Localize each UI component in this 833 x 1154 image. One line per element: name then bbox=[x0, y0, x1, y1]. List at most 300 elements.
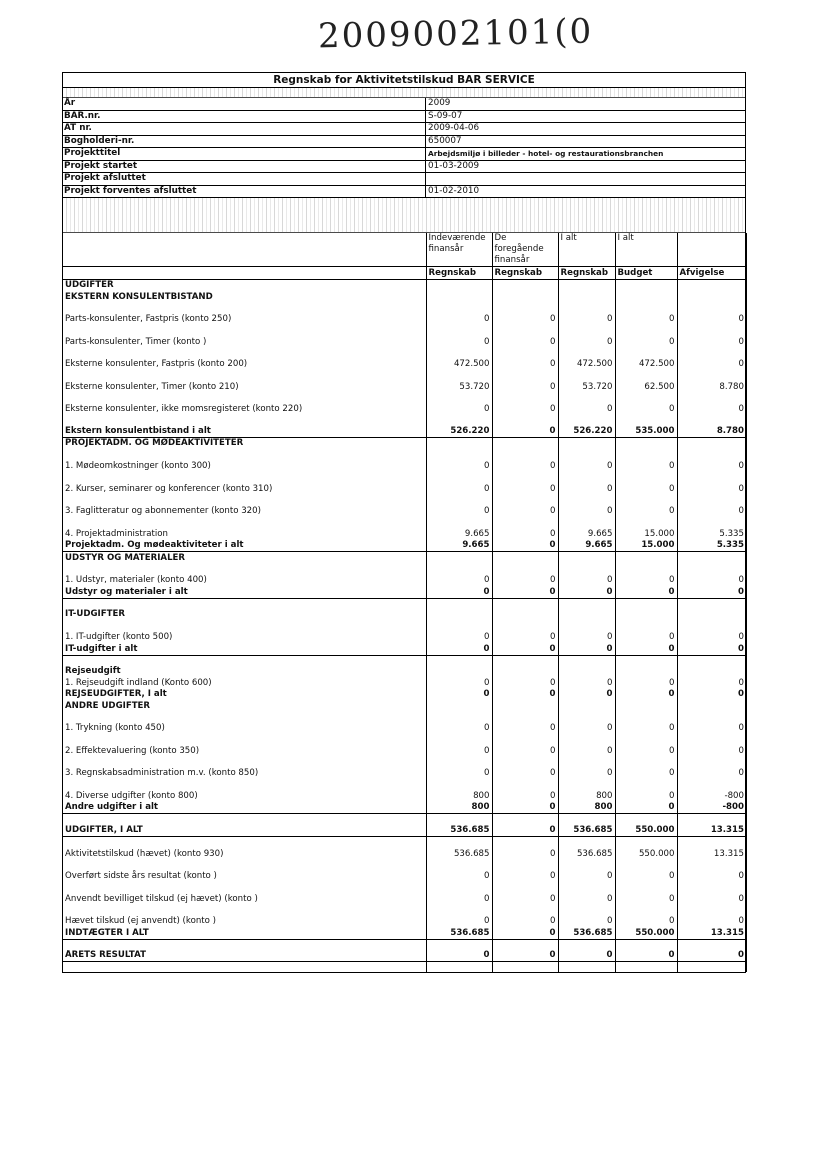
amount-cell bbox=[615, 598, 677, 609]
amount-cell: 0 bbox=[492, 586, 558, 598]
amount-cell: 0 bbox=[426, 712, 492, 735]
amount-cell: 0 bbox=[615, 325, 677, 348]
amount-cell: 536.685 bbox=[426, 927, 492, 939]
amount-cell bbox=[426, 609, 492, 621]
info-key: År bbox=[63, 98, 426, 110]
amount-cell: 5.335 bbox=[677, 517, 747, 540]
column-group-header: De foregående finansår bbox=[492, 233, 558, 267]
amount-cell bbox=[615, 700, 677, 712]
info-row bbox=[63, 161, 745, 174]
amount-cell bbox=[677, 814, 747, 825]
sheet-title: Regnskab for Aktivitetstilskud BAR SERVICE bbox=[63, 73, 745, 88]
amount-cell: 0 bbox=[677, 712, 747, 735]
amount-cell bbox=[558, 666, 615, 678]
column-group-header: I alt bbox=[558, 233, 615, 267]
column-header: Regnskab bbox=[558, 267, 615, 280]
line-item-row bbox=[63, 757, 747, 780]
row-label: Andre udgifter i alt bbox=[63, 802, 426, 814]
line-item-row bbox=[63, 370, 747, 393]
amount-cell bbox=[558, 814, 615, 825]
info-row bbox=[63, 148, 745, 161]
amount-cell: 0 bbox=[677, 348, 747, 371]
info-row bbox=[63, 173, 745, 186]
amount-cell: 0 bbox=[426, 734, 492, 757]
amount-cell: 9.665 bbox=[558, 540, 615, 552]
section-heading-row bbox=[63, 609, 747, 621]
total-row bbox=[63, 586, 747, 598]
amount-cell: 0 bbox=[677, 393, 747, 416]
amount-cell bbox=[426, 598, 492, 609]
row-label: Rejseudgift bbox=[63, 666, 426, 678]
amount-cell: 5.335 bbox=[677, 540, 747, 552]
amount-cell: 0 bbox=[615, 677, 677, 689]
row-label: INDTÆGTER I ALT bbox=[63, 927, 426, 939]
amount-cell bbox=[492, 609, 558, 621]
amount-cell bbox=[426, 552, 492, 564]
amount-cell: 472.500 bbox=[615, 348, 677, 371]
row-label: Hævet tilskud (ej anvendt) (konto ) bbox=[63, 905, 426, 928]
line-item-row bbox=[63, 677, 747, 689]
amount-cell bbox=[492, 655, 558, 666]
amount-cell: 0 bbox=[426, 472, 492, 495]
amount-cell: 0 bbox=[492, 734, 558, 757]
total-row bbox=[63, 950, 747, 962]
amount-cell bbox=[492, 666, 558, 678]
amount-cell bbox=[492, 962, 558, 973]
blank-row bbox=[63, 655, 747, 666]
amount-cell bbox=[426, 415, 492, 425]
info-row bbox=[63, 136, 745, 149]
row-label: 1. Trykning (konto 450) bbox=[63, 712, 426, 735]
total-row bbox=[63, 802, 747, 814]
amount-cell: 9.665 bbox=[558, 517, 615, 540]
accounting-sheet bbox=[62, 72, 746, 973]
amount-cell: 0 bbox=[492, 620, 558, 643]
total-row bbox=[63, 643, 747, 655]
info-value bbox=[426, 173, 428, 185]
amount-cell bbox=[492, 700, 558, 712]
amount-cell: 53.720 bbox=[426, 370, 492, 393]
amount-cell: 0 bbox=[492, 348, 558, 371]
line-item-row bbox=[63, 449, 747, 472]
row-label: Eksterne konsulenter, Timer (konto 210) bbox=[63, 370, 426, 393]
amount-cell: 0 bbox=[677, 689, 747, 701]
amount-cell bbox=[426, 939, 492, 950]
info-key: Bogholderi-nr. bbox=[63, 136, 426, 148]
amount-cell: 0 bbox=[558, 905, 615, 928]
amount-cell: 0 bbox=[492, 836, 558, 859]
amount-cell bbox=[558, 291, 615, 303]
amount-cell bbox=[426, 962, 492, 973]
info-row bbox=[63, 98, 745, 111]
amount-cell: 0 bbox=[492, 540, 558, 552]
amount-cell: 526.220 bbox=[426, 425, 492, 437]
amount-cell: 0 bbox=[677, 620, 747, 643]
amount-cell: 0 bbox=[426, 882, 492, 905]
amount-cell: 0 bbox=[492, 425, 558, 437]
section-heading-row bbox=[63, 552, 747, 564]
amount-cell: 536.685 bbox=[558, 836, 615, 859]
blank-row bbox=[63, 962, 747, 973]
section-heading-row bbox=[63, 700, 747, 712]
amount-cell bbox=[615, 552, 677, 564]
line-item-row bbox=[63, 495, 747, 518]
amount-cell: 0 bbox=[492, 517, 558, 540]
amount-cell: 0 bbox=[492, 677, 558, 689]
amount-cell: 550.000 bbox=[615, 824, 677, 836]
amount-cell: 0 bbox=[558, 950, 615, 962]
blank-row bbox=[63, 939, 747, 950]
amount-cell bbox=[677, 291, 747, 303]
total-row bbox=[63, 540, 747, 552]
amount-cell: 0 bbox=[558, 860, 615, 883]
line-item-row bbox=[63, 303, 747, 326]
amount-cell bbox=[615, 655, 677, 666]
info-row bbox=[63, 111, 745, 124]
info-key: Projekt startet bbox=[63, 161, 426, 173]
amount-cell: 0 bbox=[558, 882, 615, 905]
blank-row bbox=[63, 598, 747, 609]
amount-cell: 800 bbox=[426, 779, 492, 802]
amount-cell: 526.220 bbox=[558, 425, 615, 437]
amount-cell: 472.500 bbox=[426, 348, 492, 371]
amount-cell: 0 bbox=[615, 643, 677, 655]
amount-cell: 0 bbox=[558, 495, 615, 518]
amount-cell: 0 bbox=[426, 495, 492, 518]
row-label bbox=[63, 655, 426, 666]
amount-cell: 0 bbox=[677, 950, 747, 962]
blank-row bbox=[63, 415, 747, 425]
amount-cell bbox=[677, 962, 747, 973]
amount-cell: 0 bbox=[615, 882, 677, 905]
amount-cell: 0 bbox=[615, 303, 677, 326]
column-header: Afvigelse bbox=[677, 267, 747, 280]
amount-cell: 0 bbox=[492, 449, 558, 472]
amount-cell: 536.685 bbox=[558, 927, 615, 939]
amount-cell: 0 bbox=[615, 802, 677, 814]
amount-cell: 0 bbox=[615, 495, 677, 518]
amount-cell: 0 bbox=[492, 882, 558, 905]
line-item-row bbox=[63, 734, 747, 757]
line-item-row bbox=[63, 393, 747, 416]
amount-cell: 0 bbox=[558, 677, 615, 689]
scan-noise-band bbox=[63, 88, 745, 98]
amount-cell bbox=[677, 609, 747, 621]
row-label: Parts-konsulenter, Fastpris (konto 250) bbox=[63, 303, 426, 326]
amount-cell: 0 bbox=[677, 495, 747, 518]
amount-cell: 0 bbox=[615, 620, 677, 643]
info-value: 01-03-2009 bbox=[428, 160, 480, 171]
amount-cell: 0 bbox=[492, 495, 558, 518]
amount-cell: 0 bbox=[492, 303, 558, 326]
column-group-header: Indeværende finansår bbox=[426, 233, 492, 267]
amount-cell: 0 bbox=[615, 564, 677, 587]
amount-cell bbox=[677, 552, 747, 564]
row-label bbox=[63, 939, 426, 950]
amount-cell bbox=[615, 415, 677, 425]
amount-cell bbox=[615, 609, 677, 621]
amount-cell: 15.000 bbox=[615, 540, 677, 552]
amount-cell: 0 bbox=[492, 860, 558, 883]
amount-cell bbox=[492, 598, 558, 609]
amount-cell: 0 bbox=[426, 325, 492, 348]
amount-cell bbox=[558, 939, 615, 950]
amount-cell: 15.000 bbox=[615, 517, 677, 540]
amount-cell: 0 bbox=[426, 620, 492, 643]
line-item-row bbox=[63, 620, 747, 643]
amount-cell: 800 bbox=[558, 802, 615, 814]
amount-cell: 536.685 bbox=[426, 836, 492, 859]
amount-cell: 0 bbox=[677, 905, 747, 928]
row-label: Eksterne konsulenter, ikke momsregisteret (konto 220) bbox=[63, 393, 426, 416]
amount-cell: 536.685 bbox=[558, 824, 615, 836]
amount-cell: 0 bbox=[615, 950, 677, 962]
amount-cell bbox=[677, 437, 747, 449]
amount-cell bbox=[426, 700, 492, 712]
row-label: IT-UDGIFTER bbox=[63, 609, 426, 621]
info-key: Projekt forventes afsluttet bbox=[63, 186, 426, 198]
amount-cell bbox=[492, 552, 558, 564]
amount-cell: -800 bbox=[677, 802, 747, 814]
amount-cell bbox=[615, 962, 677, 973]
amount-cell bbox=[558, 279, 615, 291]
amount-cell: 8.780 bbox=[677, 425, 747, 437]
column-header: Regnskab bbox=[492, 267, 558, 280]
amount-cell: 0 bbox=[677, 643, 747, 655]
amount-cell: 0 bbox=[615, 734, 677, 757]
amount-cell: 53.720 bbox=[558, 370, 615, 393]
amount-cell: 550.000 bbox=[615, 836, 677, 859]
amount-cell: 0 bbox=[558, 564, 615, 587]
row-label: Projektadm. Og mødeaktiviteter i alt bbox=[63, 540, 426, 552]
row-label: Overført sidste års resultat (konto ) bbox=[63, 860, 426, 883]
amount-cell bbox=[426, 814, 492, 825]
amount-cell bbox=[558, 962, 615, 973]
amount-cell: 9.665 bbox=[426, 540, 492, 552]
amount-cell: 0 bbox=[677, 677, 747, 689]
amount-cell bbox=[426, 291, 492, 303]
amount-cell bbox=[558, 598, 615, 609]
line-item-row bbox=[63, 348, 747, 371]
amount-cell: 0 bbox=[426, 689, 492, 701]
amount-cell: 0 bbox=[492, 779, 558, 802]
row-label bbox=[63, 814, 426, 825]
line-item-row bbox=[63, 564, 747, 587]
column-header: Budget bbox=[615, 267, 677, 280]
project-info bbox=[63, 98, 745, 198]
total-row bbox=[63, 927, 747, 939]
row-label: UDSTYR OG MATERIALER bbox=[63, 552, 426, 564]
amount-cell bbox=[558, 437, 615, 449]
scan-noise-band bbox=[63, 198, 745, 233]
amount-cell: 0 bbox=[492, 370, 558, 393]
section-heading-row bbox=[63, 666, 747, 678]
amount-cell: 0 bbox=[492, 950, 558, 962]
row-label: 2. Kurser, seminarer og konferencer (konto 310) bbox=[63, 472, 426, 495]
row-label: 3. Regnskabsadministration m.v. (konto 850) bbox=[63, 757, 426, 780]
line-item-row bbox=[63, 712, 747, 735]
header-blank bbox=[63, 267, 426, 280]
accounting-table bbox=[63, 233, 747, 972]
blank-row bbox=[63, 814, 747, 825]
row-label: 1. Mødeomkostninger (konto 300) bbox=[63, 449, 426, 472]
amount-cell: 0 bbox=[558, 620, 615, 643]
info-value: S-09-07 bbox=[428, 110, 463, 121]
row-label: UDGIFTER bbox=[63, 279, 426, 291]
amount-cell: 0 bbox=[492, 757, 558, 780]
amount-cell bbox=[492, 814, 558, 825]
amount-cell: 0 bbox=[492, 712, 558, 735]
line-item-row bbox=[63, 882, 747, 905]
amount-cell: 0 bbox=[492, 643, 558, 655]
header-group-row bbox=[63, 233, 747, 267]
row-label: 4. Diverse udgifter (konto 800) bbox=[63, 779, 426, 802]
amount-cell bbox=[492, 939, 558, 950]
amount-cell: 0 bbox=[426, 564, 492, 587]
row-label: 4. Projektadministration bbox=[63, 517, 426, 540]
row-label: Ekstern konsulentbistand i alt bbox=[63, 425, 426, 437]
amount-cell: 0 bbox=[426, 643, 492, 655]
row-label bbox=[63, 598, 426, 609]
info-key: Projekttitel bbox=[63, 148, 426, 160]
amount-cell: 0 bbox=[677, 303, 747, 326]
total-row bbox=[63, 425, 747, 437]
amount-cell: 0 bbox=[677, 757, 747, 780]
amount-cell: 0 bbox=[492, 905, 558, 928]
amount-cell: 0 bbox=[426, 677, 492, 689]
amount-cell: 0 bbox=[677, 325, 747, 348]
amount-cell: 62.500 bbox=[615, 370, 677, 393]
amount-cell bbox=[677, 279, 747, 291]
amount-cell bbox=[558, 609, 615, 621]
column-header-row bbox=[63, 267, 747, 280]
amount-cell: 0 bbox=[558, 449, 615, 472]
amount-cell: 0 bbox=[492, 824, 558, 836]
amount-cell: 0 bbox=[426, 303, 492, 326]
amount-cell: 0 bbox=[558, 325, 615, 348]
amount-cell bbox=[492, 279, 558, 291]
amount-cell: 0 bbox=[615, 393, 677, 416]
amount-cell: 0 bbox=[615, 905, 677, 928]
amount-cell: 0 bbox=[615, 860, 677, 883]
amount-cell: 0 bbox=[677, 564, 747, 587]
info-value: 01-02-2010 bbox=[428, 185, 480, 196]
amount-cell: 9.665 bbox=[426, 517, 492, 540]
amount-cell: 0 bbox=[492, 927, 558, 939]
row-label: ANDRE UDGIFTER bbox=[63, 700, 426, 712]
amount-cell: 472.500 bbox=[558, 348, 615, 371]
column-group-header: I alt bbox=[615, 233, 677, 267]
line-item-row bbox=[63, 860, 747, 883]
section-heading-row bbox=[63, 291, 747, 303]
amount-cell bbox=[677, 666, 747, 678]
amount-cell: 0 bbox=[615, 712, 677, 735]
amount-cell bbox=[492, 437, 558, 449]
amount-cell: 0 bbox=[492, 689, 558, 701]
amount-cell: 0 bbox=[558, 586, 615, 598]
amount-cell: 0 bbox=[677, 472, 747, 495]
amount-cell bbox=[558, 552, 615, 564]
amount-cell: 0 bbox=[492, 564, 558, 587]
amount-cell bbox=[492, 291, 558, 303]
row-label: REJSEUDGIFTER, I alt bbox=[63, 689, 426, 701]
info-value: 2009-04-06 bbox=[428, 123, 480, 133]
line-item-row bbox=[63, 517, 747, 540]
info-value: 650007 bbox=[428, 135, 462, 146]
amount-cell: 0 bbox=[492, 472, 558, 495]
amount-cell: 0 bbox=[615, 779, 677, 802]
amount-cell: 13.315 bbox=[677, 836, 747, 859]
amount-cell: 0 bbox=[558, 689, 615, 701]
amount-cell: 0 bbox=[426, 393, 492, 416]
amount-cell bbox=[558, 700, 615, 712]
info-value: 2009 bbox=[428, 98, 451, 108]
line-item-row bbox=[63, 325, 747, 348]
amount-cell: 0 bbox=[558, 303, 615, 326]
amount-cell bbox=[677, 415, 747, 425]
total-row bbox=[63, 689, 747, 701]
amount-cell: 0 bbox=[426, 905, 492, 928]
amount-cell: 0 bbox=[558, 393, 615, 416]
column-header: Regnskab bbox=[426, 267, 492, 280]
amount-cell: 0 bbox=[426, 586, 492, 598]
row-label: 1. Rejseudgift indland (Konto 600) bbox=[63, 677, 426, 689]
row-label bbox=[63, 962, 426, 973]
amount-cell: 13.315 bbox=[677, 824, 747, 836]
amount-cell: 0 bbox=[677, 734, 747, 757]
total-row bbox=[63, 824, 747, 836]
amount-cell bbox=[615, 939, 677, 950]
amount-cell bbox=[558, 655, 615, 666]
row-label: Eksterne konsulenter, Fastpris (konto 200) bbox=[63, 348, 426, 371]
amount-cell: 536.685 bbox=[426, 824, 492, 836]
row-label bbox=[63, 415, 426, 425]
info-key: BAR.nr. bbox=[63, 111, 426, 123]
row-label: ÅRETS RESULTAT bbox=[63, 950, 426, 962]
amount-cell: 0 bbox=[426, 757, 492, 780]
amount-cell bbox=[492, 415, 558, 425]
amount-cell: 0 bbox=[615, 472, 677, 495]
amount-cell: 0 bbox=[558, 734, 615, 757]
amount-cell: 0 bbox=[677, 882, 747, 905]
row-label: PROJEKTADM. OG MØDEAKTIVITETER bbox=[63, 437, 426, 449]
amount-cell bbox=[677, 598, 747, 609]
amount-cell bbox=[426, 437, 492, 449]
row-label: 3. Faglitteratur og abonnementer (konto 320) bbox=[63, 495, 426, 518]
amount-cell: 0 bbox=[426, 860, 492, 883]
amount-cell bbox=[426, 655, 492, 666]
amount-cell: 13.315 bbox=[677, 927, 747, 939]
section-heading-row bbox=[63, 279, 747, 291]
amount-cell bbox=[426, 279, 492, 291]
row-label: UDGIFTER, I ALT bbox=[63, 824, 426, 836]
info-row bbox=[63, 123, 745, 136]
row-label: 1. IT-udgifter (konto 500) bbox=[63, 620, 426, 643]
amount-cell: 0 bbox=[615, 689, 677, 701]
amount-cell: 0 bbox=[615, 757, 677, 780]
amount-cell: 0 bbox=[677, 860, 747, 883]
amount-cell: 800 bbox=[426, 802, 492, 814]
row-label: Aktivitetstilskud (hævet) (konto 930) bbox=[63, 836, 426, 859]
info-row bbox=[63, 186, 745, 199]
amount-cell: 0 bbox=[558, 712, 615, 735]
amount-cell: 0 bbox=[426, 950, 492, 962]
amount-cell bbox=[615, 666, 677, 678]
amount-cell bbox=[615, 279, 677, 291]
amount-cell bbox=[615, 814, 677, 825]
info-value: Arbejdsmiljø i billeder - hotel- og restaurationsbranchen bbox=[428, 149, 664, 158]
row-label: Udstyr og materialer i alt bbox=[63, 586, 426, 598]
